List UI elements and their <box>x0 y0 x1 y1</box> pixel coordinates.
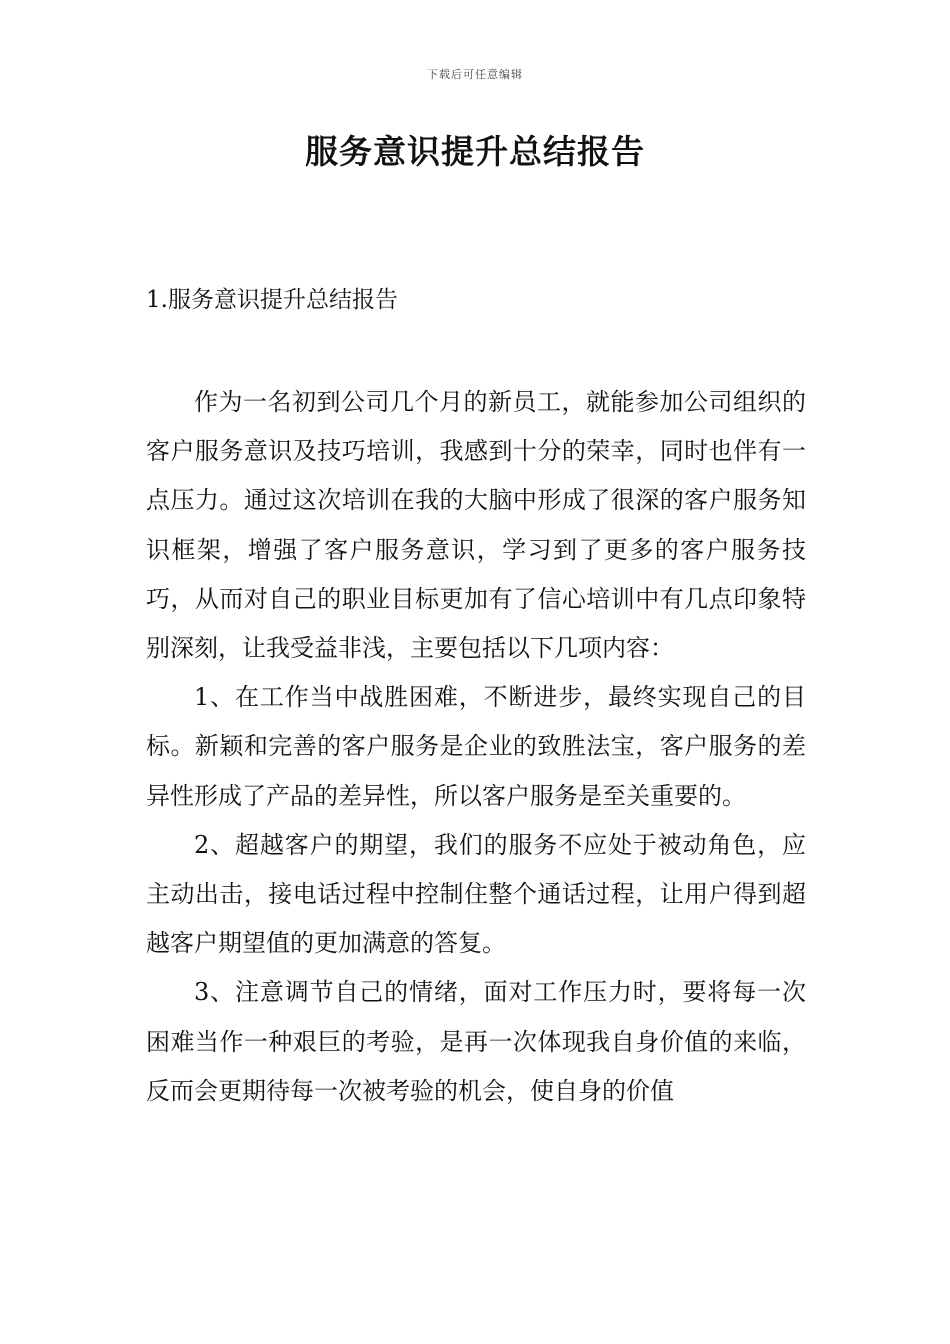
document-title: 服务意识提升总结报告 <box>305 132 645 171</box>
section-heading: 1.服务意识提升总结报告 <box>146 287 398 313</box>
paragraph-point-1: 1、在工作当中战胜困难，不断进步，最终实现自己的目标。新颖和完善的客户服务是企业的致胜法宝，客户服务的差异性形成了产品的差异性，所以客户服务是至关重要的。 <box>146 683 806 810</box>
header-note: 下载后可任意编辑 <box>427 68 523 81</box>
document-body <box>146 378 806 1116</box>
paragraph-intro: 作为一名初到公司几个月的新员工，就能参加公司组织的客户服务意识及技巧培训，我感到十分的荣幸，同时也伴有一点压力。通过这次培训在我的大脑中形成了很深的客户服务知识框架，增强了客户服务意识，学习到了更多的客户服务技巧，从而对自己的职业目标更加有了信心培训中有几点印象特别深刻，让我受益非浅，主要包括以下几项内容： <box>146 388 806 663</box>
paragraph-point-2: 2、超越客户的期望，我们的服务不应处于被动角色，应主动出击，接电话过程中控制住整个通话过程，让用户得到超越客户期望值的更加满意的答复。 <box>146 830 806 958</box>
paragraph-point-3: 3、注意调节自己的情绪，面对工作压力时，要将每一次困难当作一种艰巨的考验，是再一次体现我自身价值的来临，反而会更期待每一次被考验的机会，使自身的价值 <box>146 978 806 1105</box>
